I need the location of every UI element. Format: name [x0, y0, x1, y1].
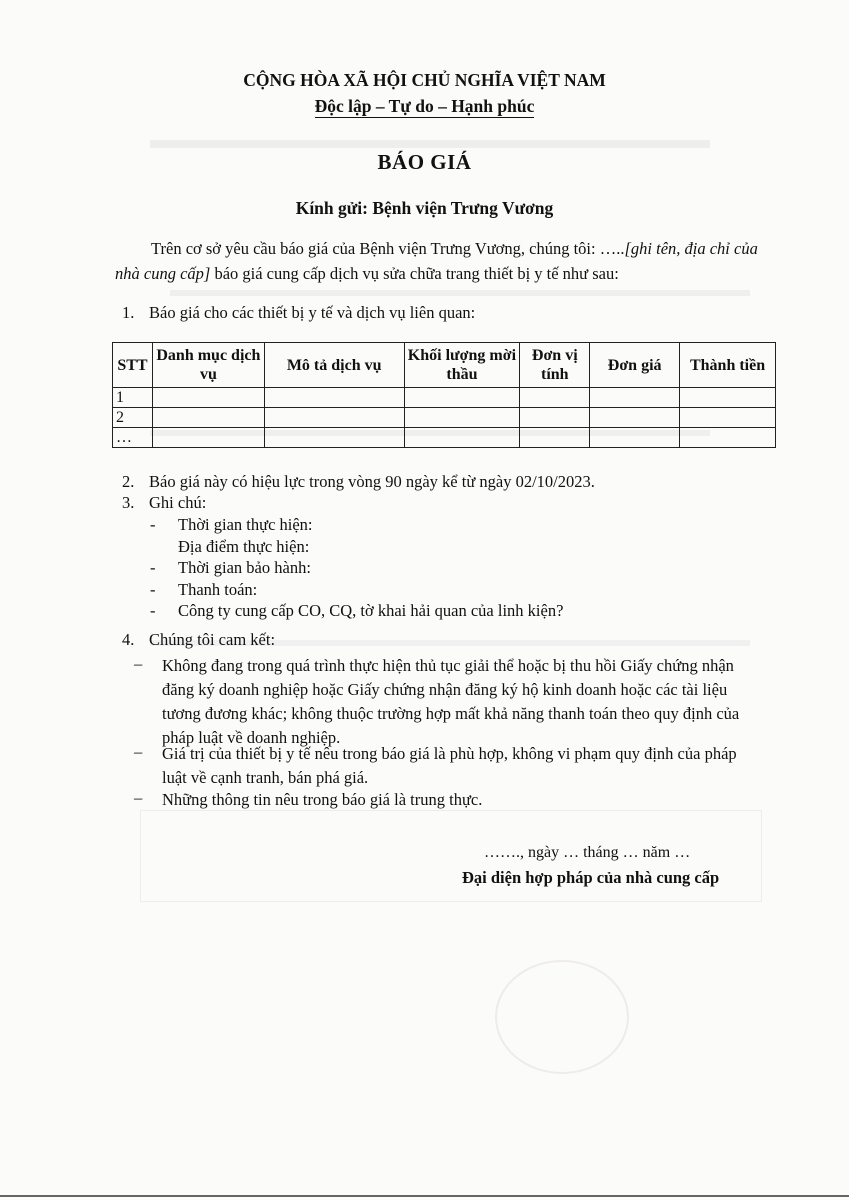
col-header-quantity: Khối lượng mời thầu — [404, 343, 520, 388]
table-cell — [152, 388, 264, 408]
note-bullet: - — [150, 558, 156, 577]
section-3-text: Ghi chú: — [149, 493, 207, 512]
section-3-number: 3. — [122, 493, 135, 512]
national-motto — [0, 96, 849, 117]
table-cell — [152, 428, 264, 448]
table-row — [113, 428, 776, 448]
commitment-bullet: – — [134, 742, 143, 761]
note-item: Địa điểm thực hiện: — [178, 537, 310, 556]
date-line: ……., ngày … tháng … năm … — [484, 844, 691, 861]
table-cell-stt: 1 — [113, 388, 153, 408]
note-item: Thời gian thực hiện: — [178, 515, 313, 534]
table-cell — [264, 388, 404, 408]
note-item: Thời gian bảo hành: — [178, 558, 311, 577]
col-header-unit: Đơn vị tính — [520, 343, 590, 388]
section-1-number: 1. — [122, 303, 135, 322]
bleed-through-mark — [150, 140, 710, 148]
commitment-item: Những thông tin nêu trong báo giá là trung thực. — [162, 790, 483, 809]
table-cell — [520, 428, 590, 448]
table-cell — [520, 388, 590, 408]
national-header: CỘNG HÒA XÃ HỘI CHỦ NGHĨA VIỆT NAM — [243, 70, 606, 90]
section-2-number: 2. — [122, 472, 135, 491]
section-2-text: Báo giá này có hiệu lực trong vòng 90 ngày kể từ ngày 02/10/2023. — [149, 472, 595, 491]
note-bullet: - — [150, 601, 156, 620]
table-row — [113, 388, 776, 408]
note-bullet: - — [150, 515, 156, 534]
intro-paragraph — [115, 236, 765, 286]
col-header-stt: STT — [113, 343, 153, 388]
quote-table — [112, 342, 776, 448]
col-header-service: Danh mục dịch vụ — [152, 343, 264, 388]
scan-bottom-edge — [0, 1195, 849, 1197]
table-header-row — [113, 343, 776, 388]
intro-placeholder: [ghi tên, địa chỉ của nhà cung cấp] — [115, 239, 758, 283]
commitment-item: Giá trị của thiết bị y tế nêu trong báo giá là phù hợp, không vi phạm quy định của pháp luật về cạnh tranh, bán phá giá. — [162, 744, 737, 787]
table-cell — [590, 408, 680, 428]
bleed-through-stamp — [495, 960, 629, 1074]
table-cell — [680, 408, 776, 428]
table-cell — [404, 388, 520, 408]
signatory-title: Đại diện hợp pháp của nhà cung cấp — [462, 868, 720, 887]
table-cell — [404, 408, 520, 428]
intro-text-after: báo giá cung cấp dịch vụ sửa chữa trang thiết bị y tế như sau: — [210, 264, 619, 283]
section-4-number: 4. — [122, 630, 135, 649]
motto-text: Độc lập – Tự do – Hạnh phúc — [314, 96, 535, 116]
col-header-description: Mô tả dịch vụ — [264, 343, 404, 388]
note-item: Công ty cung cấp CO, CQ, tờ khai hải quan của linh kiện? — [178, 601, 564, 620]
commitment-bullet: – — [134, 654, 143, 673]
commitment-bullet: – — [134, 788, 143, 807]
section-1-text: Báo giá cho các thiết bị y tế và dịch vụ liên quan: — [149, 303, 476, 322]
table-cell-stt: … — [113, 428, 153, 448]
section-4-text: Chúng tôi cam kết: — [149, 630, 276, 649]
recipient-line: Kính gửi: Bệnh viện Trưng Vương — [295, 198, 554, 218]
col-header-total: Thành tiền — [680, 343, 776, 388]
col-header-unit-price: Đơn giá — [590, 343, 680, 388]
table-cell — [590, 428, 680, 448]
table-cell — [152, 408, 264, 428]
bleed-through-mark — [170, 290, 750, 296]
table-cell-stt: 2 — [113, 408, 153, 428]
note-bullet: - — [150, 580, 156, 599]
table-cell — [590, 388, 680, 408]
document-title: BÁO GIÁ — [377, 150, 472, 174]
table-cell — [264, 428, 404, 448]
table-cell — [520, 408, 590, 428]
table-cell — [680, 388, 776, 408]
table-row — [113, 408, 776, 428]
intro-text-before: Trên cơ sở yêu cầu báo giá của Bệnh viện Trưng Vương, chúng tôi: ….. — [151, 239, 625, 258]
table-cell — [264, 408, 404, 428]
table-cell — [404, 428, 520, 448]
table-cell — [680, 428, 776, 448]
commitment-item: Không đang trong quá trình thực hiện thủ tục giải thể hoặc bị thu hồi Giấy chứng nhận đăng ký doanh nghiệp hoặc Giấy chứng nhận đăng ký hộ kinh doanh hoặc các tài liệu tương đương khác; không thuộc trường hợp mất khả năng thanh toán theo quy định của pháp luật về doanh nghiệp. — [162, 656, 740, 747]
note-item: Thanh toán: — [178, 580, 258, 599]
